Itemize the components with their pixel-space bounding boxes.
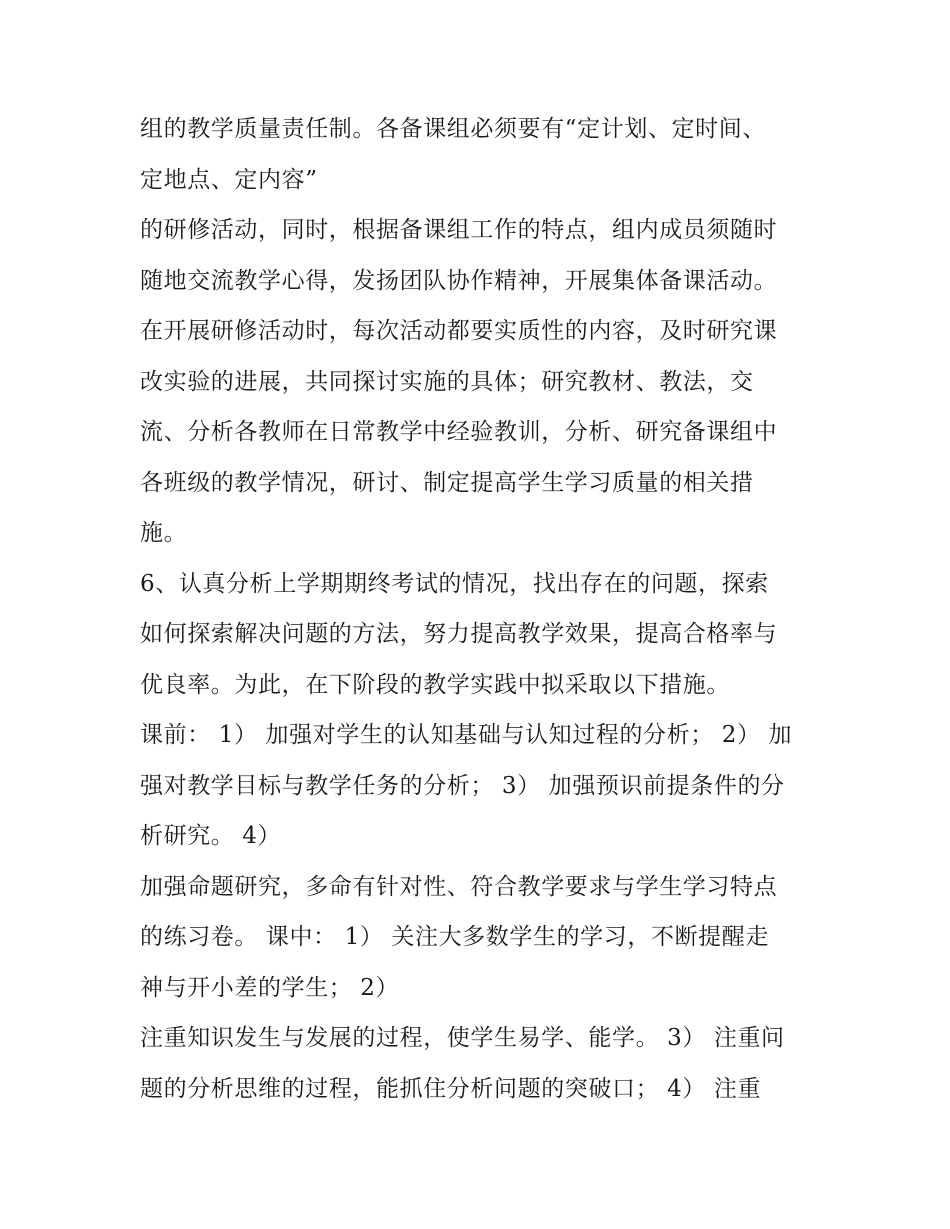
- text-line: 在开展研修活动时，每次活动都要实质性的内容，及时研究课: [140, 318, 778, 344]
- text-line: 题的分析思维的过程，能抓住分析问题的突破口； 4） 注重: [140, 1075, 762, 1102]
- text-line: 神与开小差的学生； 2）: [140, 974, 400, 1001]
- text-line: 施。: [140, 520, 188, 546]
- text-line: 流、分析各教师在日常教学中经验教训，分析、研究备课组中: [140, 419, 778, 445]
- text-line: 随地交流教学心得，发扬团队协作精神，开展集体备课活动。: [140, 267, 778, 294]
- text-line: 改实验的进展，共同探讨实施的具体；研究教材、教法，交: [140, 368, 754, 395]
- text-line: 注重知识发生与发展的过程，使学生易学、能学。 3） 注重问: [140, 1025, 785, 1051]
- text-line: 析研究。 4）: [140, 823, 282, 849]
- text-line: 定地点、定内容”: [140, 166, 318, 193]
- text-line: 如何探索解决问题的方法，努力提高教学效果，提高合格率与: [140, 621, 778, 647]
- text-line: 加强命题研究，多命有针对性、符合教学要求与学生学习特点: [140, 873, 778, 900]
- body-text: [140, 104, 840, 1114]
- text-line: 组的教学质量责任制。各备课组必须要有“定计划、定时间、: [140, 116, 766, 142]
- text-line: 强对教学目标与教学任务的分析； 3） 加强预识前提条件的分: [140, 772, 785, 799]
- text-line: 6、认真分析上学期期终考试的情况，找出存在的问题，探索: [140, 570, 769, 597]
- text-line: 的研修活动，同时，根据备课组工作的特点，组内成员须随时: [140, 217, 778, 243]
- text-line: 各班级的教学情况，研讨、制定提高学生学习质量的相关措: [140, 469, 754, 496]
- text-line: 优良率。为此，在下阶段的教学实践中拟采取以下措施。: [140, 671, 730, 698]
- text-line: 的练习卷。 课中： 1） 关注大多数学生的学习，不断提醒走: [140, 924, 769, 950]
- text-line: 课前： 1） 加强对学生的认知基础与认知过程的分析； 2） 加: [140, 722, 793, 748]
